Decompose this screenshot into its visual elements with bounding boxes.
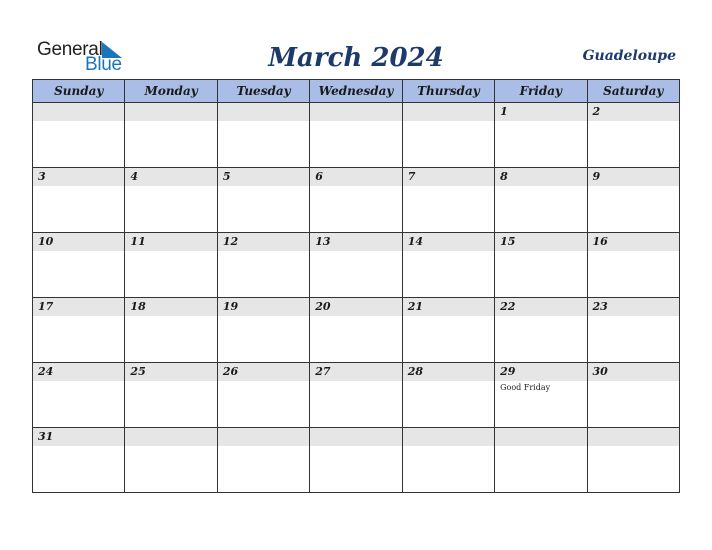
- day-number-band: [310, 233, 401, 251]
- day-cell: [217, 168, 309, 233]
- day-number: 14: [407, 235, 423, 248]
- day-cell: [310, 298, 402, 363]
- day-number: 26: [222, 365, 239, 378]
- weekday-header: Thursday: [402, 80, 494, 103]
- day-number-band: [125, 233, 216, 251]
- day-cell: [587, 233, 679, 298]
- day-number-band: [310, 168, 401, 186]
- day-number-band: [588, 168, 679, 186]
- day-cell: [217, 428, 309, 493]
- day-number: 28: [407, 365, 423, 378]
- day-number-band: [33, 363, 124, 381]
- day-cell: [495, 233, 587, 298]
- day-number: 19: [222, 300, 239, 313]
- day-number-band: [495, 363, 586, 381]
- day-number-band: [125, 103, 216, 121]
- day-number-band: [125, 168, 216, 186]
- day-cell: [310, 233, 402, 298]
- day-number-band: [33, 428, 124, 446]
- day-number-band: [33, 233, 124, 251]
- day-number-band: [125, 428, 216, 446]
- weekday-header: Friday: [495, 80, 587, 103]
- day-number-band: [310, 363, 401, 381]
- region-label: Guadeloupe: [582, 48, 676, 64]
- day-cell: [587, 168, 679, 233]
- day-number: 9: [592, 170, 601, 183]
- day-cell: [125, 103, 217, 168]
- day-number-band: [588, 103, 679, 121]
- day-number-band: [125, 363, 216, 381]
- weekday-header: Wednesday: [310, 80, 402, 103]
- day-number-band: [218, 168, 309, 186]
- day-number: 2: [592, 105, 601, 118]
- day-number-band: [495, 233, 586, 251]
- day-cell: [33, 363, 125, 428]
- day-number-band: [403, 298, 494, 316]
- day-cell: [33, 168, 125, 233]
- weekday-header: Tuesday: [217, 80, 309, 103]
- day-number-band: [495, 168, 586, 186]
- day-number: 12: [222, 235, 239, 248]
- day-number-band: [588, 298, 679, 316]
- day-number: 15: [500, 235, 516, 248]
- day-cell: [402, 233, 494, 298]
- week-row: [33, 363, 680, 428]
- day-number-band: [495, 103, 586, 121]
- day-cell: [495, 363, 587, 428]
- day-number: 22: [500, 300, 516, 313]
- day-number: 29: [500, 365, 516, 378]
- day-number-band: [495, 298, 586, 316]
- day-cell: [495, 428, 587, 493]
- day-cell: [587, 103, 679, 168]
- day-number: 23: [592, 300, 608, 313]
- day-cell: [217, 103, 309, 168]
- week-row: [33, 298, 680, 363]
- weekday-header: Saturday: [587, 80, 679, 103]
- week-row: [33, 428, 680, 493]
- weekday-header-row: [33, 80, 680, 103]
- day-number: 3: [38, 170, 46, 183]
- day-cell: [402, 168, 494, 233]
- week-row: [33, 168, 680, 233]
- day-number-band: [588, 233, 679, 251]
- day-number-band: [218, 363, 309, 381]
- day-number-band: [403, 363, 494, 381]
- day-number: 4: [130, 170, 139, 183]
- day-number-band: [588, 363, 679, 381]
- week-row: [33, 103, 680, 168]
- day-cell: [310, 168, 402, 233]
- day-number-band: [218, 428, 309, 446]
- day-cell: [33, 428, 125, 493]
- week-row: [33, 233, 680, 298]
- day-number: 18: [130, 300, 146, 313]
- day-cell: [402, 428, 494, 493]
- day-cell: [33, 298, 125, 363]
- day-cell: [587, 298, 679, 363]
- day-cell: [310, 428, 402, 493]
- day-number: 25: [130, 365, 146, 378]
- calendar-grid: [32, 79, 680, 493]
- day-number-band: [33, 298, 124, 316]
- day-number: 16: [592, 235, 608, 248]
- weekday-header: Monday: [125, 80, 217, 103]
- day-number-band: [495, 428, 586, 446]
- day-cell: [587, 363, 679, 428]
- day-number: 10: [38, 235, 54, 248]
- day-number-band: [403, 428, 494, 446]
- day-cell: [495, 103, 587, 168]
- day-number-band: [33, 103, 124, 121]
- day-cell: [125, 298, 217, 363]
- day-cell: [125, 428, 217, 493]
- day-number: 17: [38, 300, 54, 313]
- day-cell: [310, 363, 402, 428]
- day-number-band: [125, 298, 216, 316]
- day-number-band: [310, 103, 401, 121]
- day-number: 8: [500, 170, 508, 183]
- logo-text-blue: Blue: [85, 54, 122, 75]
- day-cell: [587, 428, 679, 493]
- day-cell: [33, 103, 125, 168]
- day-number: 27: [315, 365, 331, 378]
- day-cell: [125, 168, 217, 233]
- day-number: 30: [592, 365, 608, 378]
- day-number-band: [403, 103, 494, 121]
- day-number-band: [310, 298, 401, 316]
- calendar-title: March 2024: [268, 43, 444, 73]
- day-cell: [125, 233, 217, 298]
- day-cell: [402, 363, 494, 428]
- day-cell: [125, 363, 217, 428]
- day-cell: [33, 233, 125, 298]
- day-number-band: [33, 168, 124, 186]
- day-number: 21: [407, 300, 423, 313]
- day-cell: [217, 363, 309, 428]
- logo-text-general: General: [37, 39, 103, 60]
- day-number: 11: [130, 235, 146, 248]
- day-number: 31: [38, 430, 54, 443]
- day-number-band: [218, 103, 309, 121]
- day-number: 1: [500, 105, 508, 118]
- day-number-band: [403, 233, 494, 251]
- weekday-header: Sunday: [33, 80, 125, 103]
- day-number-band: [310, 428, 401, 446]
- day-number-band: [218, 298, 309, 316]
- day-number: 6: [315, 170, 323, 183]
- day-number: 7: [407, 170, 416, 183]
- day-cell: [217, 233, 309, 298]
- day-number: 24: [38, 365, 54, 378]
- day-cell: [310, 103, 402, 168]
- day-cell: [495, 298, 587, 363]
- day-number: 13: [315, 235, 331, 248]
- day-cell: [495, 168, 587, 233]
- day-cell: [402, 103, 494, 168]
- day-number-band: [218, 233, 309, 251]
- day-number: 20: [315, 300, 331, 313]
- day-number-band: [588, 428, 679, 446]
- day-cell: [402, 298, 494, 363]
- day-number: 5: [222, 170, 231, 183]
- day-number-band: [403, 168, 494, 186]
- day-cell: [217, 298, 309, 363]
- holiday-label: Good Friday: [500, 383, 551, 392]
- calendar-body: [33, 103, 680, 493]
